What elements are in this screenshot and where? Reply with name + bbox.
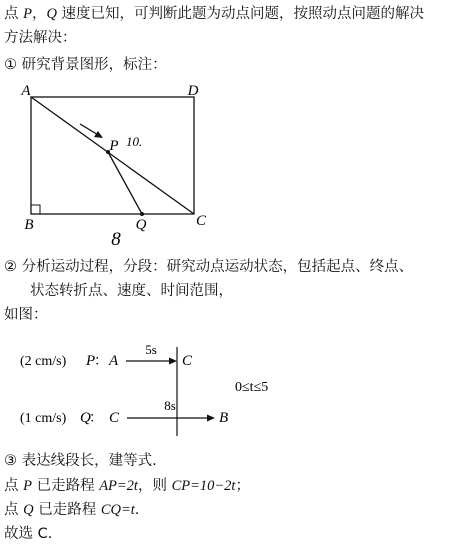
step3-l3-end: .	[134, 502, 140, 518]
motion-arrow-head-icon	[94, 131, 103, 138]
step3-point-p: P	[23, 478, 32, 494]
step3-l3-mid: 已走路程	[33, 502, 101, 518]
step2-line-3	[4, 305, 48, 325]
vertex-d-label: D	[187, 83, 199, 99]
q-speed-label: (1 cm/s)	[20, 411, 67, 426]
step3-text-1: ③ 表达线段长，建等式.	[4, 453, 157, 469]
step3-line-3	[4, 500, 139, 520]
right-angle-mark	[31, 205, 40, 214]
q-motion-arrow-head-icon	[207, 415, 215, 422]
step3-l2-then: ，则	[137, 478, 172, 494]
q-row-point: Q	[80, 410, 91, 426]
point-q-dot	[140, 212, 144, 216]
conclusion-text: 故选 C.	[4, 526, 53, 542]
p-motion-arrow-head-icon	[169, 358, 177, 365]
p-row-time: 5s	[145, 342, 157, 357]
q-row-to: B	[219, 410, 229, 426]
p-row-colon: ：	[94, 354, 108, 369]
handwritten-note-bc: 8	[111, 229, 121, 250]
handwritten-note-ap: 10.	[126, 134, 143, 149]
point-q-figure-label: Q	[135, 217, 147, 233]
step2-text-2: 状态转折点、速度、时间范围，	[30, 283, 233, 299]
step3-line-2	[4, 476, 250, 496]
segment-pq	[108, 152, 142, 214]
intro-text-post: 速度已知，可判断此题为动点问题，按照动点问题的解决	[56, 6, 425, 22]
step1-text: ① 研究背景图形，标注：	[4, 57, 167, 73]
equation-cp: CP=10−2t	[171, 478, 236, 494]
point-p-label: P	[23, 6, 32, 22]
q-row-colon: ：	[89, 411, 103, 426]
step3-point-q: Q	[23, 502, 34, 518]
diagonal-ac	[31, 97, 194, 214]
point-q-label: Q	[46, 6, 57, 22]
p-row-to: C	[182, 353, 193, 369]
intro-text-2: 方法解决：	[4, 30, 77, 46]
step2-line-1	[4, 257, 413, 277]
step3-line-1	[4, 451, 157, 471]
vertex-a-label: A	[21, 83, 31, 99]
q-row-time: 8s	[164, 398, 176, 413]
step2-text-1: ② 分析运动过程，分段：研究动点运动状态，包括起点、终点、	[4, 259, 414, 275]
intro-text-pre: 点	[4, 6, 24, 22]
q-row-from: C	[109, 410, 120, 426]
step3-l2-mid: 已走路程	[31, 478, 100, 494]
step3-line-4	[4, 524, 52, 544]
equation-ap: AP=2t	[99, 478, 138, 494]
p-row-from: A	[109, 353, 119, 369]
vertex-c-label: C	[195, 213, 207, 229]
step3-l2-prefix: 点	[4, 478, 24, 494]
vertex-b-label: B	[24, 217, 34, 233]
intro-comma: ，	[31, 6, 47, 22]
point-p-figure-label: P	[109, 138, 119, 154]
equation-cq: CQ=t	[100, 502, 135, 518]
time-range-label: 0≤t≤5	[235, 380, 269, 395]
p-speed-label: (2 cm/s)	[20, 354, 67, 369]
p-row-point: P	[86, 353, 96, 369]
step3-l2-end: ；	[235, 478, 250, 494]
step3-l3-prefix: 点	[4, 502, 24, 518]
step2-line-2	[30, 281, 233, 301]
step2-text-3: 如图：	[4, 307, 48, 323]
